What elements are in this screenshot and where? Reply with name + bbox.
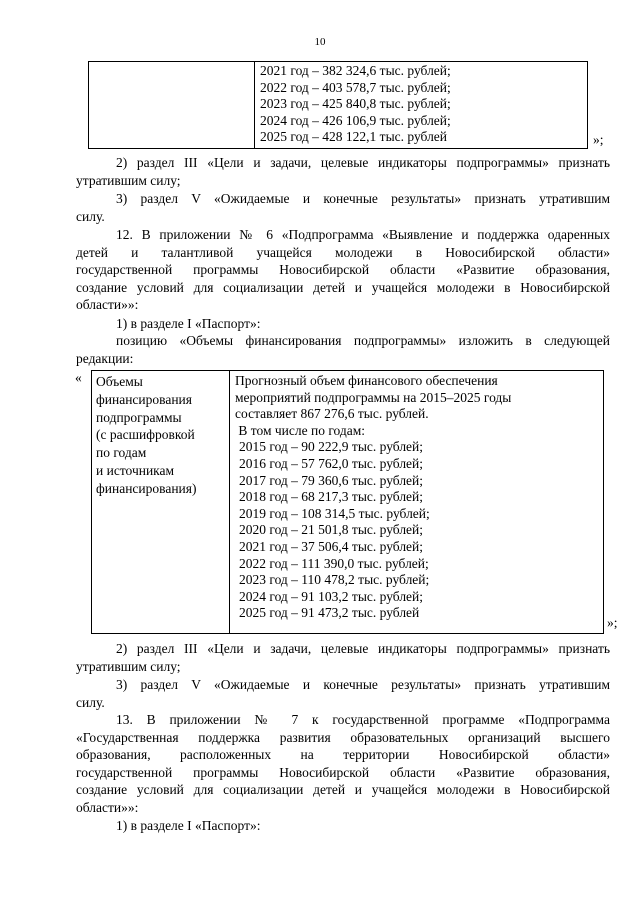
table-header-line: Объемы	[96, 374, 143, 389]
financing-table	[91, 370, 604, 634]
item-2-paragraph	[76, 640, 610, 675]
passport-item	[76, 315, 610, 333]
table-value-line: 2015 год – 90 222,9 тыс. рублей;	[239, 439, 424, 455]
paragraph-line: образования, расположенных на территории Новосибирской области»	[76, 747, 610, 763]
paragraph-line: 3) раздел V «Ожидаемые и конечные результаты» признать утратившим	[116, 191, 610, 206]
paragraph-line: государственной программы Новосибирской области «Развитие образования,	[76, 262, 610, 278]
table-values-cell	[235, 373, 511, 622]
table-value-line: 2021 год – 37 506,4 тыс. рублей;	[239, 538, 424, 554]
paragraph-line: 3) раздел V «Ожидаемые и конечные результаты» признать утратившим	[116, 677, 610, 692]
table-intro-line: Прогнозный объем финансового обеспечения	[235, 373, 498, 388]
paragraph-line: области»»:	[76, 297, 139, 313]
table-value-line: 2024 год – 426 106,9 тыс. рублей;	[260, 112, 451, 128]
table-header-line: (с расшифровкой	[96, 427, 195, 443]
item-3-paragraph	[76, 190, 610, 225]
paragraph-line: государственной программы Новосибирской области «Развитие образования,	[76, 764, 610, 780]
table-intro-line: составляет 867 276,6 тыс. рублей.	[235, 406, 429, 422]
table-header-line: по годам	[96, 445, 147, 461]
section-12-paragraph	[76, 226, 610, 314]
table-value-line: 2016 год – 57 762,0 тыс. рублей;	[239, 455, 424, 471]
table-value-line: 2023 год – 110 478,2 тыс. рублей;	[239, 572, 430, 588]
table-value-line: 2024 год – 91 103,2 тыс. рублей;	[239, 588, 424, 604]
table-value-line: 2022 год – 403 578,7 тыс. рублей;	[260, 79, 451, 95]
table-values-cell	[260, 63, 451, 146]
table-value-line: 2021 год – 382 324,6 тыс. рублей;	[260, 63, 451, 78]
table-header-line: подпрограммы	[96, 409, 182, 425]
passport-item	[76, 817, 610, 835]
table-value-line: 2019 год – 108 314,5 тыс. рублей;	[239, 505, 430, 521]
table-column-divider	[254, 62, 255, 148]
page-number: 10	[314, 36, 326, 48]
table-column-divider	[229, 371, 230, 633]
paragraph-line: создание условий для социализации детей и учащейся молодежи в Новосибирской	[76, 279, 610, 295]
table-header-line: финансирования	[96, 391, 192, 407]
paragraph-line: 2) раздел III «Цели и задачи, целевые индикаторы подпрограммы» признать	[116, 155, 610, 170]
table-header-line: финансирования)	[96, 480, 197, 496]
paragraph-line: области»»:	[76, 799, 139, 815]
table-value-line: 2018 год – 68 217,3 тыс. рублей;	[239, 489, 424, 505]
table-value-line: 2020 год – 21 501,8 тыс. рублей;	[239, 522, 424, 538]
paragraph-line: редакции:	[76, 350, 134, 366]
paragraph-line: создание условий для социализации детей и учащейся молодежи в Новосибирской	[76, 782, 610, 798]
table-header-line: и источникам	[96, 462, 175, 478]
item-3-paragraph	[76, 676, 610, 711]
paragraph-line: утратившим силу;	[76, 172, 181, 188]
section-13-paragraph	[76, 711, 610, 817]
table-value-line: 2025 год – 91 473,2 тыс. рублей	[239, 605, 420, 621]
paragraph-line: 2) раздел III «Цели и задачи, целевые индикаторы подпрограммы» признать	[116, 641, 610, 656]
table-header-cell	[96, 373, 196, 498]
closing-quote: »;	[607, 615, 618, 630]
table-intro-line: мероприятий подпрограммы на 2015–2025 годы	[235, 389, 512, 405]
paragraph-line: утратившим силу;	[76, 658, 181, 674]
item-2-paragraph	[76, 154, 610, 189]
table-value-line: 2023 год – 425 840,8 тыс. рублей;	[260, 96, 451, 112]
financing-table-continued	[88, 61, 588, 149]
table-subheading: В том числе по годам:	[235, 422, 366, 438]
position-paragraph	[76, 332, 610, 367]
closing-quote: »;	[593, 132, 604, 147]
paragraph-line: 13. В приложении № 7 к государственной программе «Подпрограмма	[116, 712, 610, 727]
table-value-line: 2022 год – 111 390,0 тыс. рублей;	[239, 555, 429, 571]
paragraph-line: детей и талантливой учащейся молодежи в Новосибирской области»	[76, 244, 610, 260]
paragraph-line: силу.	[76, 694, 105, 710]
paragraph-line: 1) в разделе I «Паспорт»:	[116, 818, 261, 833]
paragraph-line: 1) в разделе I «Паспорт»:	[116, 316, 261, 331]
table-value-line: 2017 год – 79 360,6 тыс. рублей;	[239, 472, 424, 488]
paragraph-line: «Государственная поддержка развития образовательных организаций высшего	[76, 729, 610, 745]
opening-quote: «	[75, 370, 82, 385]
paragraph-line: 12. В приложении № 6 «Подпрограмма «Выявление и поддержка одаренных	[116, 227, 610, 242]
table-value-line: 2025 год – 428 122,1 тыс. рублей	[260, 129, 448, 145]
paragraph-line: позицию «Объемы финансирования подпрограммы» изложить в следующей	[116, 333, 610, 348]
paragraph-line: силу.	[76, 208, 105, 224]
